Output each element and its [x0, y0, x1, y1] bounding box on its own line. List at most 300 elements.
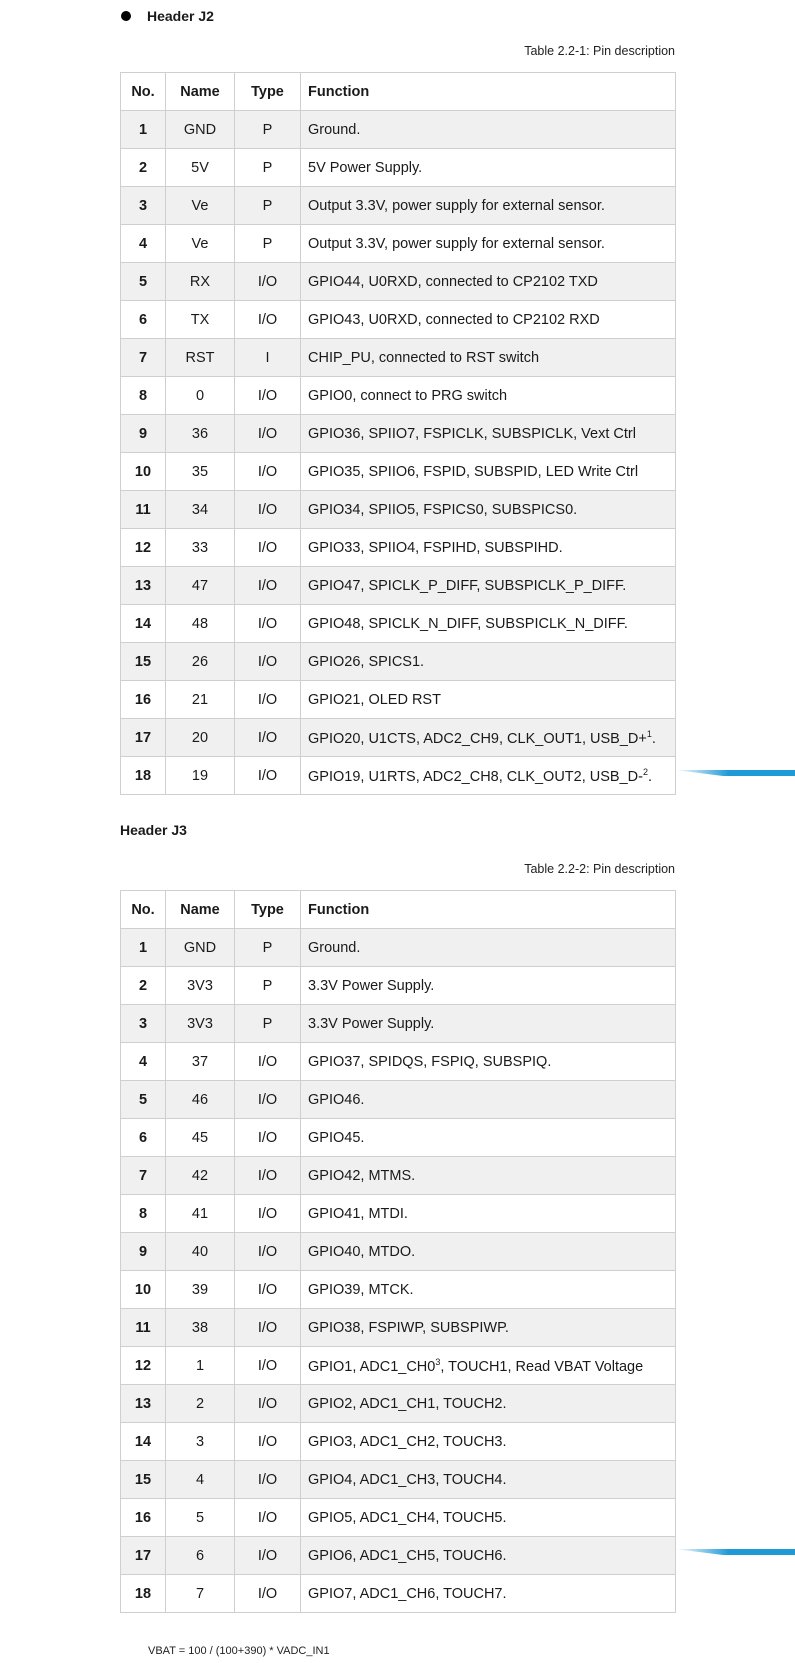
pin-name-cell: [166, 1385, 235, 1423]
pin-type-cell: [235, 415, 301, 453]
pin-name-cell-text: 36: [191, 425, 209, 442]
pin-number-cell-text: 10: [134, 463, 152, 480]
pin-function-cell-text: GPIO19, U1RTS, ADC2_CH8, CLK_OUT2, USB_D-: [308, 768, 643, 785]
pin-function-cell: [301, 415, 676, 453]
pin-name-cell-text: 35: [191, 463, 209, 480]
pin-type-cell: [235, 1195, 301, 1233]
pin-table-j3: [120, 890, 676, 1613]
pin-number-cell: [121, 1005, 166, 1043]
pin-function-cell-text: GPIO1, ADC1_CH0: [308, 1358, 436, 1375]
pin-name-cell-text: 19: [191, 767, 209, 784]
pin-function-cell-text: GPIO35, SPIIO6, FSPID, SUBSPID, LED Write Ctrl: [308, 463, 639, 480]
pin-function-cell: [301, 1575, 676, 1613]
pin-type-cell: [235, 453, 301, 491]
pin-name-cell-text: Ve: [191, 197, 209, 214]
pin-number-cell: [121, 1309, 166, 1347]
table-row: [121, 757, 676, 795]
pin-number-cell-text: 2: [138, 159, 148, 176]
pin-type-cell-text: I/O: [257, 1433, 278, 1450]
pin-type-cell: [235, 1309, 301, 1347]
pin-number-cell-text: 14: [134, 615, 152, 632]
pin-function-cell-text: GPIO7, ADC1_CH6, TOUCH7.: [308, 1585, 507, 1602]
pin-name-cell: [166, 1005, 235, 1043]
pin-function-cell-text: GPIO26, SPICS1.: [308, 653, 425, 670]
pin-type-cell: [235, 1005, 301, 1043]
pin-function-cell: [301, 377, 676, 415]
pin-type-cell: [235, 149, 301, 187]
pin-function-cell: [301, 1157, 676, 1195]
pin-type-cell: [235, 643, 301, 681]
pin-type-cell-text: I/O: [257, 1129, 278, 1146]
pin-name-cell: [166, 681, 235, 719]
pin-name-cell-text: 2: [195, 1395, 205, 1412]
pin-number-cell-text: 11: [135, 1319, 151, 1336]
pin-number-cell: [121, 1081, 166, 1119]
pin-type-cell-text: P: [262, 159, 273, 176]
pin-name-cell-text: 4: [195, 1471, 205, 1488]
pin-name-cell: [166, 1043, 235, 1081]
pin-number-cell-text: 18: [134, 1585, 152, 1602]
pin-function-cell-text: GPIO2, ADC1_CH1, TOUCH2.: [308, 1395, 507, 1412]
pin-type-cell: [235, 1499, 301, 1537]
pin-name-cell: [166, 453, 235, 491]
pin-number-cell: [121, 111, 166, 149]
pin-function-cell-text: 3.3V Power Supply.: [308, 977, 435, 994]
pin-number-cell: [121, 491, 166, 529]
table-row: [121, 643, 676, 681]
pin-function-cell: [301, 1233, 676, 1271]
pin-function-cell-text: Output 3.3V, power supply for external sensor.: [308, 197, 605, 214]
table2-caption: Table 2.2-2: Pin description: [524, 862, 675, 876]
pin-number-cell-text: 16: [134, 691, 152, 708]
pin-type-cell: [235, 1119, 301, 1157]
table-row: [121, 453, 676, 491]
table-row: [121, 529, 676, 567]
pin-number-cell-text: 1: [138, 121, 148, 138]
pin-function-cell-text: GPIO3, ADC1_CH2, TOUCH3.: [308, 1433, 507, 1450]
pin-number-cell: [121, 1499, 166, 1537]
table-row: [121, 187, 676, 225]
pin-name-cell: [166, 605, 235, 643]
pin-type-cell: [235, 929, 301, 967]
table-row: [121, 1119, 676, 1157]
pin-name-cell: [166, 719, 235, 757]
pin-type-cell-text: I/O: [257, 539, 278, 556]
pin-type-cell-text: P: [262, 197, 273, 214]
table-row: [121, 929, 676, 967]
pin-type-cell: [235, 605, 301, 643]
footnote-marker: 3: [435, 1356, 441, 1367]
decorative-stripe: [675, 770, 795, 776]
pin-number-cell: [121, 263, 166, 301]
pin-function-cell-text: GPIO48, SPICLK_N_DIFF, SUBSPICLK_N_DIFF.: [308, 615, 628, 632]
pin-number-cell: [121, 929, 166, 967]
pin-function-cell-text: Ground.: [308, 121, 361, 138]
pin-name-cell: [166, 567, 235, 605]
pin-name-cell: [166, 1195, 235, 1233]
pin-name-cell: [166, 111, 235, 149]
table-row: [121, 111, 676, 149]
pin-type-cell-text: P: [262, 977, 273, 994]
pin-function-cell-text: GPIO40, MTDO.: [308, 1243, 416, 1260]
pin-number-cell: [121, 339, 166, 377]
pin-function-cell: [301, 1537, 676, 1575]
pin-name-cell-text: 5V: [191, 159, 209, 176]
pin-number-cell: [121, 605, 166, 643]
decorative-stripe: [675, 1549, 795, 1555]
pin-number-cell-text: 10: [134, 1281, 152, 1298]
pin-function-cell-text: GPIO39, MTCK.: [308, 1281, 414, 1298]
pin-type-cell-text: I/O: [257, 1281, 278, 1298]
pin-function-cell-text: 5V Power Supply.: [308, 159, 423, 176]
pin-name-cell-text: 3V3: [187, 977, 213, 994]
pin-function-cell: [301, 1385, 676, 1423]
pin-number-cell: [121, 1347, 166, 1385]
pin-number-cell: [121, 415, 166, 453]
column-header-type: Type: [235, 891, 301, 929]
pin-number-cell-text: 18: [134, 767, 152, 784]
pin-function-cell: [301, 1423, 676, 1461]
pin-function-cell: [301, 111, 676, 149]
pin-name-cell: [166, 187, 235, 225]
pin-function-cell-text: GPIO45.: [308, 1129, 365, 1146]
table-row: [121, 491, 676, 529]
pin-number-cell-text: 12: [134, 539, 152, 556]
pin-type-cell: [235, 339, 301, 377]
table-row: [121, 1233, 676, 1271]
pin-number-cell-text: 4: [138, 1053, 148, 1070]
pin-function-cell: [301, 1461, 676, 1499]
pin-name-cell-text: 21: [191, 691, 209, 708]
table-header-row: [121, 891, 676, 929]
pin-name-cell: [166, 1157, 235, 1195]
vbat-formula-note: VBAT = 100 / (100+390) * VADC_IN1: [148, 1645, 330, 1657]
pin-number-cell-text: 17: [134, 729, 152, 746]
pin-number-cell: [121, 719, 166, 757]
pin-number-cell-text: 6: [138, 311, 148, 328]
pin-type-cell: [235, 1575, 301, 1613]
pin-function-cell: [301, 605, 676, 643]
table-row: [121, 301, 676, 339]
function-text-continued: .: [651, 730, 656, 747]
pin-name-cell: [166, 1347, 235, 1385]
pin-function-cell-text: Ground.: [308, 939, 361, 956]
header-j3-title: Header J3: [120, 822, 187, 838]
pin-function-cell: [301, 1195, 676, 1233]
table-row: [121, 605, 676, 643]
pin-type-cell-text: I/O: [257, 1547, 278, 1564]
pin-type-cell: [235, 491, 301, 529]
pin-type-cell: [235, 1347, 301, 1385]
pin-name-cell: [166, 757, 235, 795]
pin-function-cell-text: GPIO41, MTDI.: [308, 1205, 408, 1222]
table-row: [121, 1195, 676, 1233]
pin-function-cell-text: GPIO5, ADC1_CH4, TOUCH5.: [308, 1509, 507, 1526]
pin-number-cell-text: 17: [134, 1547, 152, 1564]
pin-function-cell: [301, 225, 676, 263]
column-header-name: Name: [166, 891, 235, 929]
pin-type-cell-text: I/O: [257, 1395, 278, 1412]
table-row: [121, 263, 676, 301]
bullet-icon: [121, 11, 131, 21]
pin-type-cell: [235, 1537, 301, 1575]
pin-type-cell: [235, 1157, 301, 1195]
pin-number-cell-text: 15: [134, 653, 152, 670]
pin-number-cell-text: 5: [138, 273, 148, 290]
pin-number-cell: [121, 1271, 166, 1309]
pin-name-cell-text: 48: [191, 615, 209, 632]
pin-type-cell: [235, 1461, 301, 1499]
pin-name-cell-text: 34: [191, 501, 209, 518]
table-row: [121, 1347, 676, 1385]
table-row: [121, 225, 676, 263]
pin-name-cell-text: 42: [191, 1167, 209, 1184]
pin-function-cell-text: 3.3V Power Supply.: [308, 1015, 435, 1032]
pin-type-cell-text: P: [262, 1015, 273, 1032]
pin-name-cell-text: RST: [185, 349, 215, 366]
pin-type-cell: [235, 967, 301, 1005]
column-header-type: Type: [235, 73, 301, 111]
pin-function-cell: [301, 301, 676, 339]
pin-type-cell-text: I/O: [257, 1319, 278, 1336]
pin-type-cell-text: I/O: [257, 729, 278, 746]
footnote-marker: 2: [642, 766, 648, 777]
column-header-function: Function: [301, 891, 676, 929]
pin-number-cell-text: 3: [138, 1015, 148, 1032]
function-text-continued: .: [647, 768, 653, 785]
pin-type-cell-text: I/O: [257, 387, 278, 404]
pin-function-cell-text: GPIO46.: [308, 1091, 365, 1108]
pin-number-cell: [121, 225, 166, 263]
column-header-no: No.: [121, 73, 166, 111]
pin-type-cell: [235, 1233, 301, 1271]
pin-number-cell: [121, 681, 166, 719]
pin-name-cell-text: 41: [191, 1205, 209, 1222]
pin-type-cell-text: I/O: [257, 577, 278, 594]
table-row: [121, 1499, 676, 1537]
pin-number-cell-text: 8: [138, 1205, 148, 1222]
header-j2-title: Header J2: [147, 8, 214, 24]
table-row: [121, 1423, 676, 1461]
pin-number-cell-text: 8: [138, 387, 148, 404]
pin-type-cell: [235, 1043, 301, 1081]
pin-number-cell-text: 5: [138, 1091, 148, 1108]
pin-name-cell-text: 3: [195, 1433, 205, 1450]
table-row: [121, 415, 676, 453]
pin-type-cell: [235, 111, 301, 149]
pin-number-cell: [121, 1423, 166, 1461]
pin-type-cell: [235, 1271, 301, 1309]
pin-function-cell: [301, 453, 676, 491]
pin-type-cell-text: I/O: [257, 615, 278, 632]
pin-type-cell-text: I/O: [257, 311, 278, 328]
pin-function-cell: [301, 757, 676, 795]
table-row: [121, 377, 676, 415]
pin-name-cell-text: TX: [190, 311, 210, 328]
table-row: [121, 967, 676, 1005]
pin-name-cell: [166, 491, 235, 529]
pin-type-cell-text: I/O: [257, 463, 278, 480]
pin-number-cell-text: 9: [138, 425, 148, 442]
pin-number-cell-text: 16: [134, 1509, 152, 1526]
pin-function-cell: [301, 187, 676, 225]
pin-type-cell-text: P: [262, 121, 273, 138]
table-row: [121, 1271, 676, 1309]
pin-type-cell: [235, 225, 301, 263]
pin-name-cell: [166, 225, 235, 263]
pin-function-cell-text: GPIO47, SPICLK_P_DIFF, SUBSPICLK_P_DIFF.: [308, 577, 627, 594]
pin-number-cell: [121, 757, 166, 795]
pin-name-cell-text: 45: [191, 1129, 209, 1146]
pin-number-cell: [121, 967, 166, 1005]
pin-number-cell-text: 11: [135, 501, 151, 518]
pin-function-cell-text: GPIO38, FSPIWP, SUBSPIWP.: [308, 1319, 509, 1336]
pin-type-cell-text: I/O: [257, 1167, 278, 1184]
pin-function-cell: [301, 643, 676, 681]
pin-function-cell-text: Output 3.3V, power supply for external sensor.: [308, 235, 605, 252]
pin-function-cell-text: GPIO42, MTMS.: [308, 1167, 416, 1184]
pin-type-cell: [235, 681, 301, 719]
pin-function-cell: [301, 1081, 676, 1119]
pin-type-cell: [235, 757, 301, 795]
pin-function-cell: [301, 263, 676, 301]
pin-number-cell: [121, 453, 166, 491]
pin-function-cell-text: GPIO6, ADC1_CH5, TOUCH6.: [308, 1547, 507, 1564]
pin-function-cell-text: CHIP_PU, connected to RST switch: [308, 349, 540, 366]
pin-name-cell-text: 46: [191, 1091, 209, 1108]
function-text-continued: , TOUCH1, Read VBAT Voltage: [440, 1358, 644, 1375]
table-row: [121, 339, 676, 377]
pin-number-cell-text: 4: [138, 235, 148, 252]
pin-number-cell: [121, 1575, 166, 1613]
pin-name-cell-text: GND: [183, 939, 217, 956]
pin-function-cell-text: GPIO0, connect to PRG switch: [308, 387, 508, 404]
pin-function-cell: [301, 681, 676, 719]
pin-name-cell-text: 37: [191, 1053, 209, 1070]
pin-number-cell: [121, 643, 166, 681]
pin-number-cell: [121, 1233, 166, 1271]
pin-name-cell-text: 38: [191, 1319, 209, 1336]
pin-table-j2: [120, 72, 676, 795]
pin-number-cell: [121, 187, 166, 225]
footnote-marker: 1: [646, 728, 652, 739]
table-row: [121, 681, 676, 719]
pin-name-cell-text: 39: [191, 1281, 209, 1298]
table-row: [121, 719, 676, 757]
pin-type-cell-text: I/O: [257, 1471, 278, 1488]
pin-function-cell-text: GPIO36, SPIIO7, FSPICLK, SUBSPICLK, Vext Ctrl: [308, 425, 636, 442]
pin-name-cell: [166, 1499, 235, 1537]
pin-name-cell-text: 1: [195, 1357, 205, 1374]
pin-function-cell: [301, 529, 676, 567]
pin-name-cell-text: GND: [183, 121, 217, 138]
pin-function-cell: [301, 719, 676, 757]
table-header-row: [121, 73, 676, 111]
pin-function-cell-text: GPIO34, SPIIO5, FSPICS0, SUBSPICS0.: [308, 501, 578, 518]
pin-function-cell-text: GPIO44, U0RXD, connected to CP2102 TXD: [308, 273, 598, 290]
pin-function-cell: [301, 149, 676, 187]
pin-number-cell: [121, 1157, 166, 1195]
pin-type-cell-text: I/O: [257, 691, 278, 708]
pin-name-cell: [166, 1575, 235, 1613]
pin-number-cell-text: 13: [134, 577, 152, 594]
pin-function-cell-text: GPIO43, U0RXD, connected to CP2102 RXD: [308, 311, 600, 328]
pin-name-cell: [166, 1233, 235, 1271]
pin-number-cell-text: 9: [138, 1243, 148, 1260]
table-row: [121, 1461, 676, 1499]
pin-name-cell: [166, 1081, 235, 1119]
table-row: [121, 149, 676, 187]
pin-number-cell-text: 15: [134, 1471, 152, 1488]
pin-number-cell-text: 7: [138, 349, 148, 366]
pin-type-cell: [235, 719, 301, 757]
pin-type-cell: [235, 263, 301, 301]
pin-number-cell: [121, 1537, 166, 1575]
pin-name-cell-text: Ve: [191, 235, 209, 252]
pin-name-cell: [166, 1119, 235, 1157]
pin-name-cell-text: 26: [191, 653, 209, 670]
pin-name-cell: [166, 529, 235, 567]
column-header-function: Function: [301, 73, 676, 111]
table-row: [121, 1005, 676, 1043]
pin-number-cell: [121, 149, 166, 187]
pin-function-cell: [301, 1499, 676, 1537]
pin-type-cell-text: I/O: [257, 1585, 278, 1602]
pin-function-cell-text: GPIO4, ADC1_CH3, TOUCH4.: [308, 1471, 507, 1488]
pin-function-cell-text: GPIO20, U1CTS, ADC2_CH9, CLK_OUT1, USB_D+: [308, 730, 647, 747]
table1-caption: Table 2.2-1: Pin description: [524, 44, 675, 58]
pin-function-cell-text: GPIO21, OLED RST: [308, 691, 441, 708]
pin-function-cell-text: GPIO33, SPIIO4, FSPIHD, SUBSPIHD.: [308, 539, 563, 556]
pin-name-cell-text: RX: [189, 273, 211, 290]
table-row: [121, 1575, 676, 1613]
pin-name-cell-text: 20: [191, 729, 209, 746]
pin-name-cell-text: 40: [191, 1243, 209, 1260]
pin-name-cell: [166, 929, 235, 967]
pin-number-cell: [121, 529, 166, 567]
pin-number-cell-text: 2: [138, 977, 148, 994]
pin-number-cell-text: 14: [134, 1433, 152, 1450]
pin-number-cell-text: 6: [138, 1129, 148, 1146]
pin-number-cell: [121, 301, 166, 339]
table-row: [121, 567, 676, 605]
pin-type-cell: [235, 187, 301, 225]
pin-type-cell-text: I/O: [257, 501, 278, 518]
pin-type-cell-text: P: [262, 939, 273, 956]
pin-type-cell-text: I/O: [257, 1053, 278, 1070]
pin-function-cell: [301, 929, 676, 967]
pin-type-cell-text: I/O: [257, 273, 278, 290]
table-row: [121, 1081, 676, 1119]
pin-type-cell: [235, 567, 301, 605]
pin-name-cell: [166, 301, 235, 339]
pin-type-cell: [235, 301, 301, 339]
pin-name-cell: [166, 1423, 235, 1461]
table-row: [121, 1157, 676, 1195]
pin-type-cell-text: I/O: [257, 1243, 278, 1260]
column-header-no: No.: [121, 891, 166, 929]
pin-number-cell-text: 12: [134, 1357, 152, 1374]
pin-type-cell: [235, 1385, 301, 1423]
pin-number-cell: [121, 1461, 166, 1499]
pin-number-cell-text: 3: [138, 197, 148, 214]
pin-type-cell-text: I/O: [257, 1509, 278, 1526]
pin-type-cell-text: I/O: [257, 1205, 278, 1222]
pin-function-cell: [301, 567, 676, 605]
column-header-name: Name: [166, 73, 235, 111]
pin-type-cell: [235, 1423, 301, 1461]
pin-name-cell: [166, 967, 235, 1005]
